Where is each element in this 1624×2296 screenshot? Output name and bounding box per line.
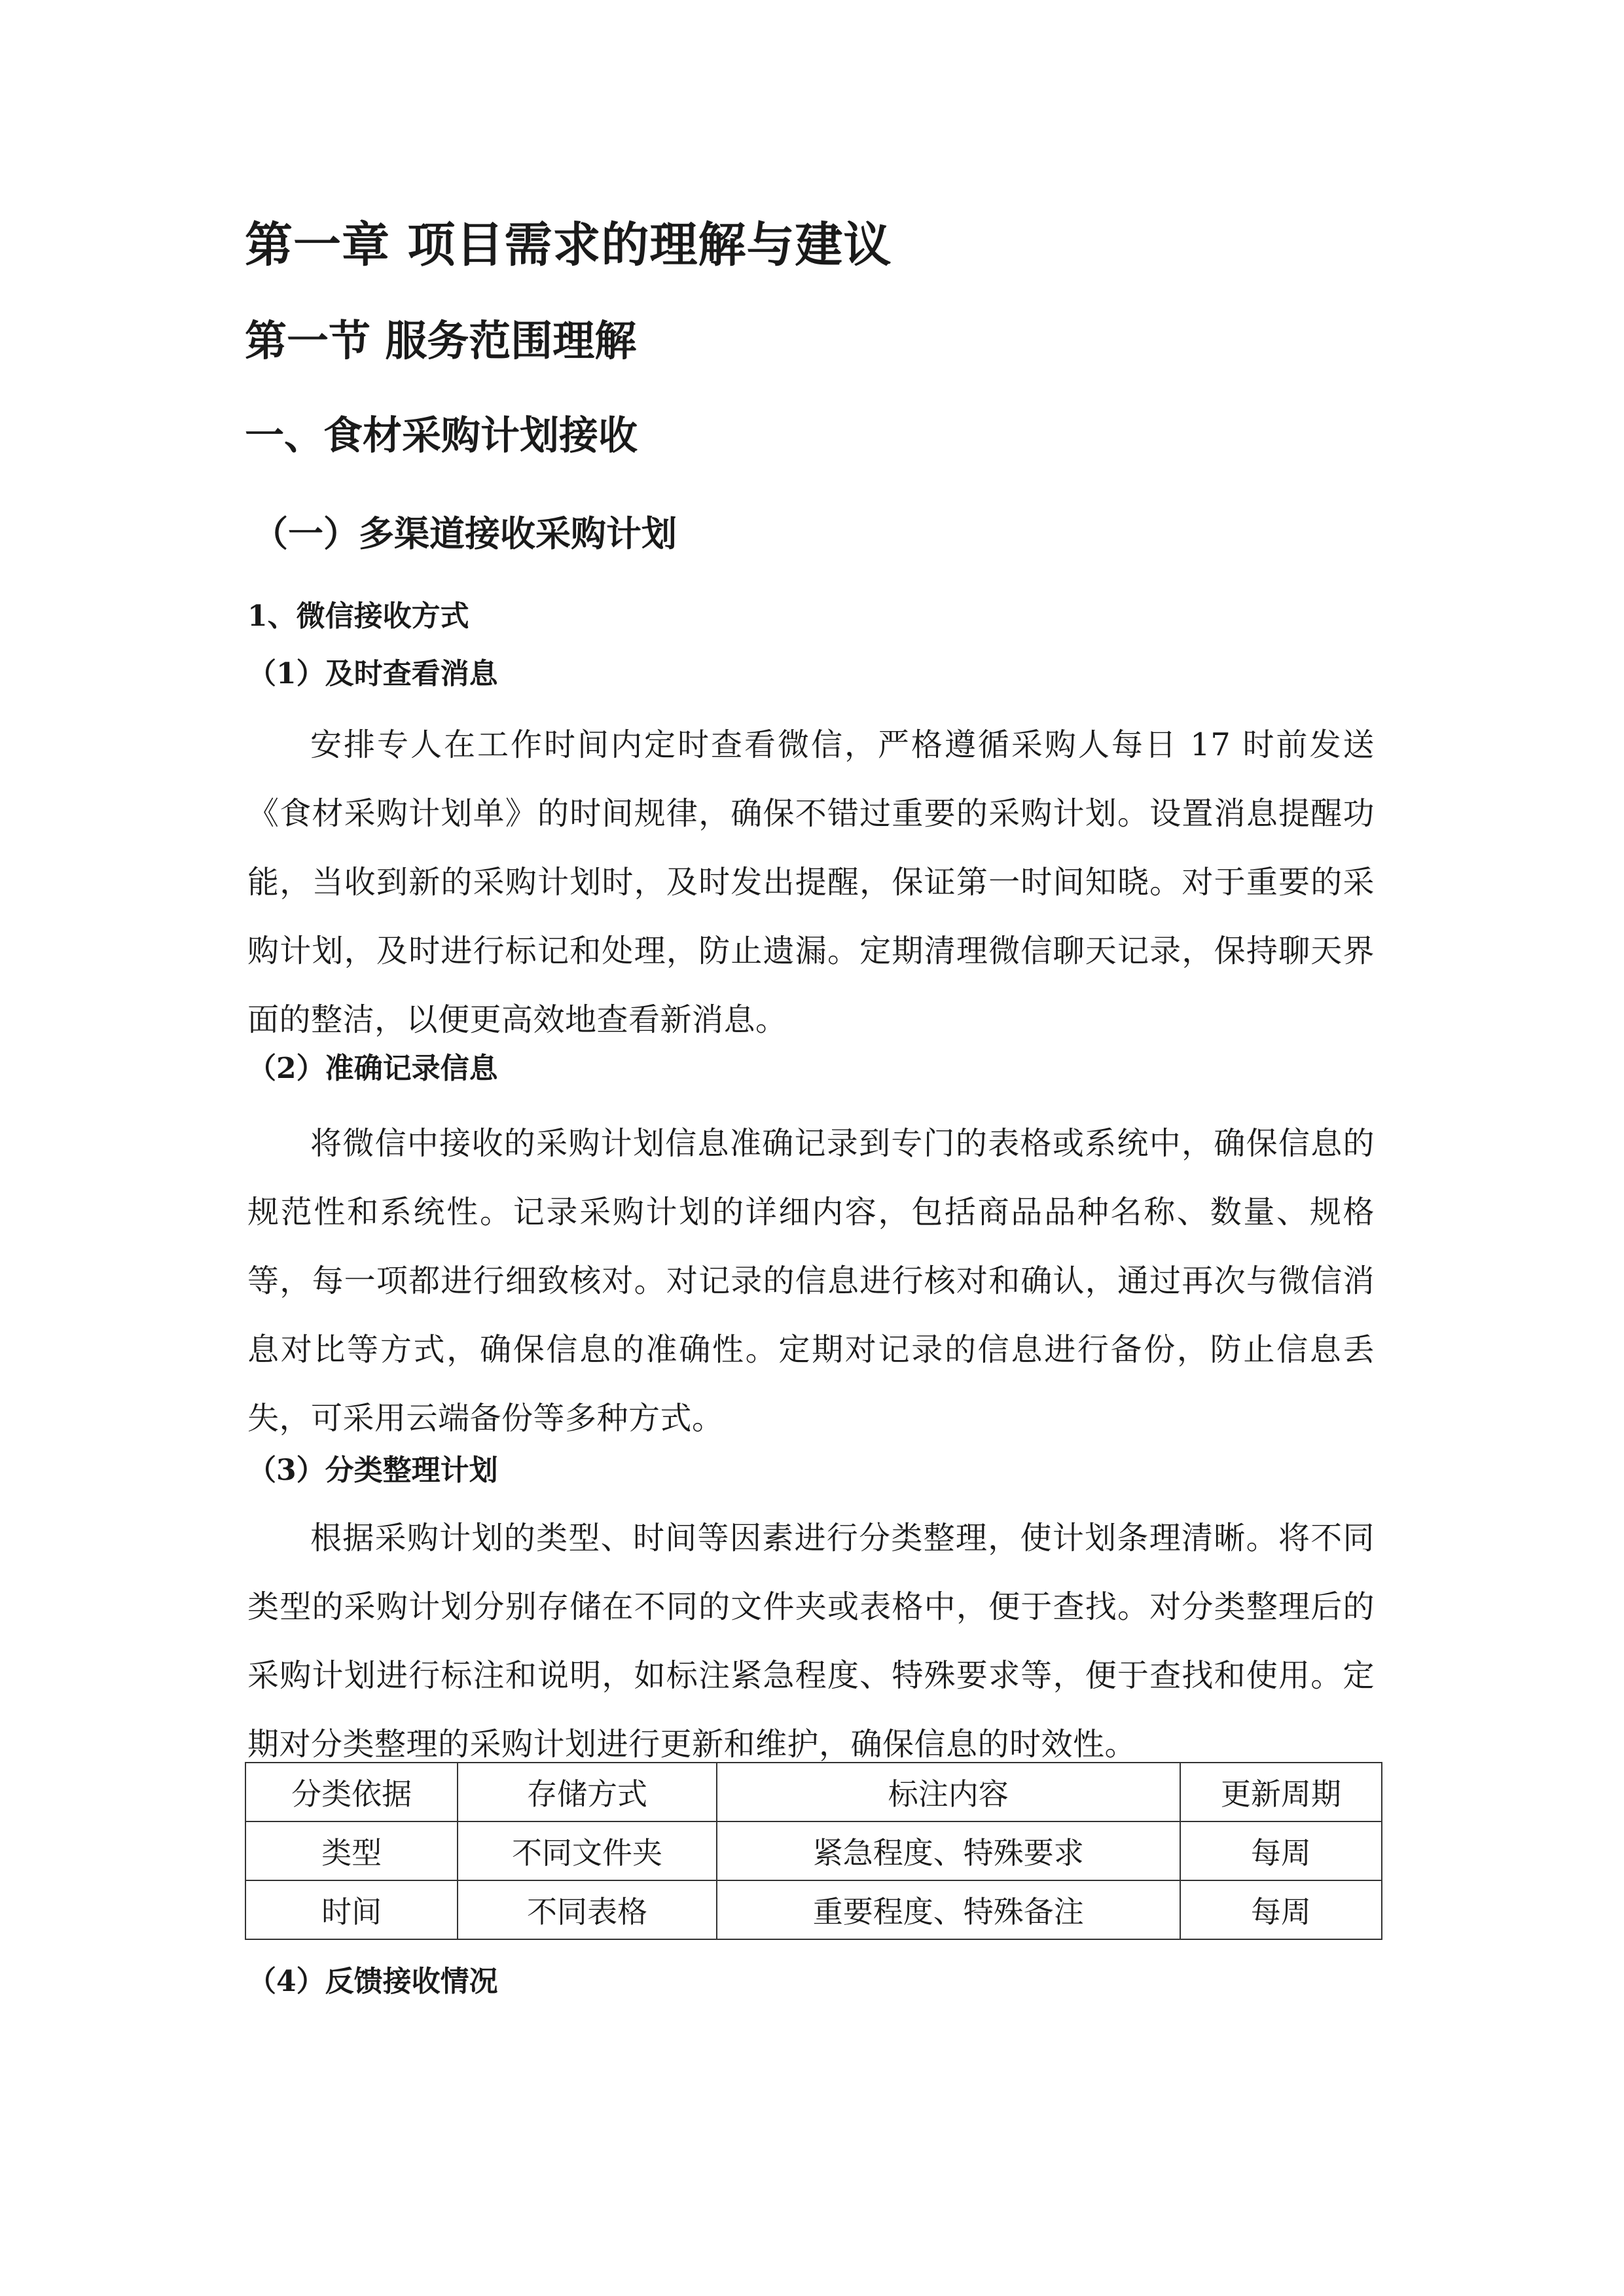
table-row xyxy=(245,1880,1382,1939)
classification-table xyxy=(245,1762,1382,1940)
table-cell: 类型 xyxy=(245,1821,458,1880)
item-title: 1、微信接收方式 xyxy=(247,600,469,633)
paragraph: 根据采购计划的类型、时间等因素进行分类整理，使计划条理清晰。将不同类型的采购计划分别存储在不同的文件夹或表格中，便于查找。对分类整理后的采购计划进行标注和说明，如标注紧急程度、特殊要求等，便于查找和使用。定期对分类整理的采购计划进行更新和维护，确保信息的时效性。 xyxy=(247,1520,1375,1763)
table-cell: 每周 xyxy=(1180,1880,1382,1939)
table-row xyxy=(245,1821,1382,1880)
point-title: （1）及时查看消息 xyxy=(247,657,498,691)
paragraph: 安排专人在工作时间内定时查看微信，严格遵循采购人每日 17 时前发送《食材采购计划单》的时间规律，确保不错过重要的采购计划。设置消息提醒功能，当收到新的采购计划时，及时发出提醒，保证第一时间知晓。对于重要的采购计划，及时进行标记和处理，防止遗漏。定期清理微信聊天记录，保持聊天界面的整洁，以便更高效地查看新消息。 xyxy=(247,726,1375,1038)
subsection-title: 一、食材采购计划接收 xyxy=(245,413,638,459)
point-title: （3）分类整理计划 xyxy=(247,1454,498,1487)
table-cell: 每周 xyxy=(1180,1821,1382,1880)
point-title: （4）反馈接收情况 xyxy=(247,1965,498,1998)
table-cell: 重要程度、特殊备注 xyxy=(717,1880,1180,1939)
table-header-cell: 更新周期 xyxy=(1180,1763,1382,1821)
table-header-cell: 分类依据 xyxy=(245,1763,458,1821)
section-title: 第一节 服务范围理解 xyxy=(245,317,637,366)
sub-subsection-title: （一）多渠道接收采购计划 xyxy=(253,512,677,554)
table-cell: 时间 xyxy=(245,1880,458,1939)
chapter-title: 第一章 项目需求的理解与建议 xyxy=(245,217,892,273)
table-header-cell: 标注内容 xyxy=(717,1763,1180,1821)
table-cell: 紧急程度、特殊要求 xyxy=(717,1821,1180,1880)
point-title: （2）准确记录信息 xyxy=(247,1052,498,1085)
table-header-cell: 存储方式 xyxy=(458,1763,717,1821)
table-header-row xyxy=(245,1763,1382,1821)
paragraph: 将微信中接收的采购计划信息准确记录到专门的表格或系统中，确保信息的规范性和系统性。记录采购计划的详细内容，包括商品品种名称、数量、规格等，每一项都进行细致核对。对记录的信息进行核对和确认，通过再次与微信消息对比等方式，确保信息的准确性。定期对记录的信息进行备份，防止信息丢失，可采用云端备份等多种方式。 xyxy=(247,1125,1375,1437)
table-cell: 不同文件夹 xyxy=(458,1821,717,1880)
table-cell: 不同表格 xyxy=(458,1880,717,1939)
